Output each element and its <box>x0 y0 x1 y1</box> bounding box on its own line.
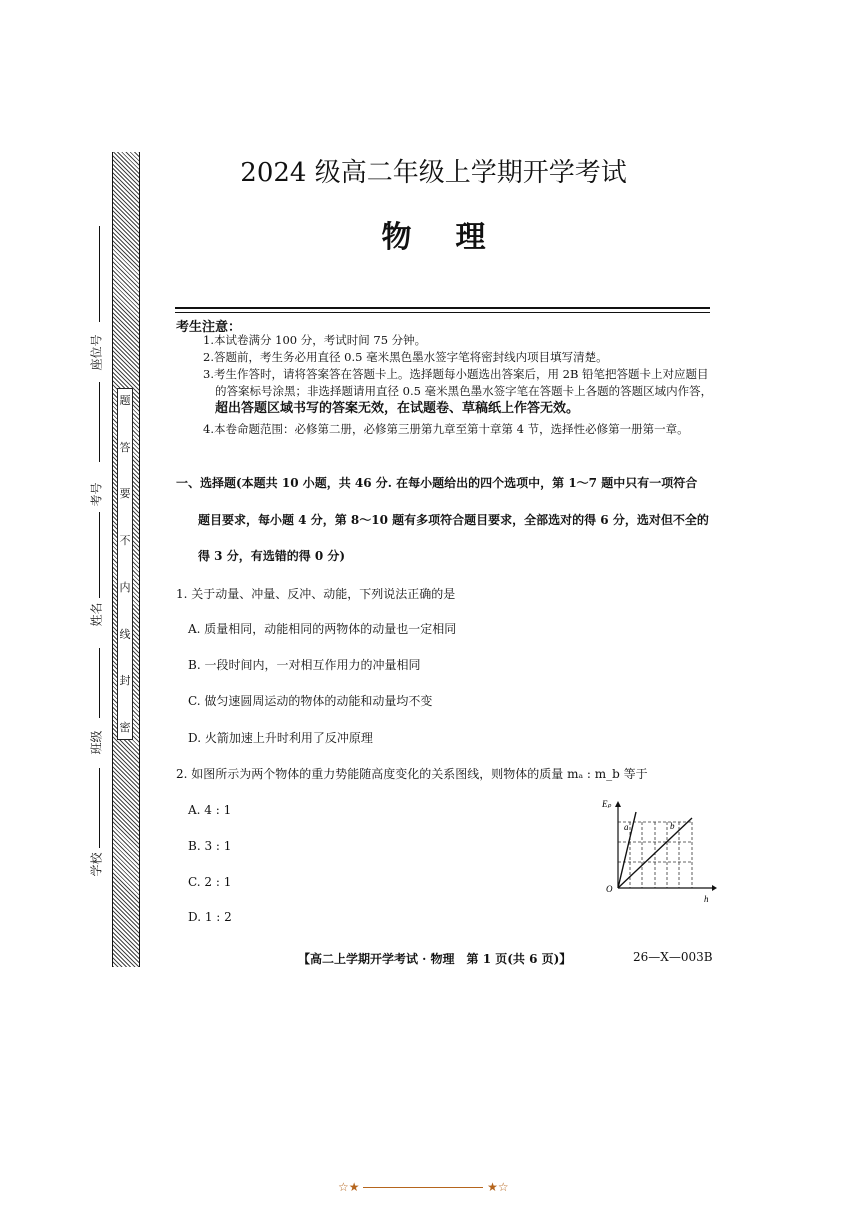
seal-char: 题 <box>119 394 131 407</box>
class-line <box>99 648 100 718</box>
section-heading-line-1: 一、选择题(本题共 10 小题，共 46 分. 在每小题给出的四个选项中，第 1～7 题中只有一项符合 <box>176 476 698 490</box>
seal-char: 内 <box>119 580 131 594</box>
note-item-3-text: 3.考生作答时，请将答案答在答题卡上。选择题每小题选出答案后，用 2B 铅笔把答题卡上对应题目的答案标号涂黑；非选择题请用直径 0.5 毫米黑色墨水签字笔在答题卡上各题的答题区域内作答， <box>203 367 713 398</box>
question-1-option-c: C. 做匀速圆周运动的物体的动能和动量均不变 <box>188 694 433 708</box>
header-rule <box>175 307 710 309</box>
divider-line <box>363 1187 483 1188</box>
line-a-label: a <box>624 822 629 832</box>
name-label: 姓名 <box>89 602 104 627</box>
h-axis-arrow <box>712 885 717 891</box>
school-label: 学校 <box>89 852 104 877</box>
note-item-3 <box>203 366 713 417</box>
ep-axis-label: Eₚ <box>602 799 612 809</box>
question-2-option-d: D. 1 : 2 <box>188 910 232 924</box>
seal-char: 答 <box>119 440 131 454</box>
question-1-option-d: D. 火箭加速上升时利用了反冲原理 <box>188 731 373 745</box>
question-2-option-c: C. 2 : 1 <box>188 875 232 889</box>
seal-char: 不 <box>119 534 131 548</box>
seal-char: 封 <box>119 674 131 688</box>
ep-axis-arrow <box>615 801 621 807</box>
exam-title: 2024 级高二年级上学期开学考试 <box>240 158 627 188</box>
question-1-option-a: A. 质量相同，动能相同的两物体的动量也一定相同 <box>188 622 457 636</box>
star-icon-left: ☆★ <box>338 1180 360 1194</box>
seal-char: 密 <box>119 720 131 734</box>
energy-height-graph <box>600 798 718 906</box>
origin-label: O <box>606 884 613 894</box>
bottom-star-divider <box>338 1180 509 1194</box>
h-axis-label: h <box>704 894 709 904</box>
note-item-2: 2.答题前，考生务必用直径 0.5 毫米黑色墨水签字笔将密封线内项目填写清楚。 <box>203 350 608 364</box>
header-rule-thin <box>175 312 710 313</box>
exam-number-line <box>99 382 100 462</box>
seal-line-notice <box>117 388 133 740</box>
seal-char: 要 <box>119 487 131 501</box>
question-1-option-b: B. 一段时间内，一对相互作用力的冲量相同 <box>188 658 421 672</box>
class-label: 班级 <box>89 730 104 755</box>
note-item-1: 1.本试卷满分 100 分，考试时间 75 分钟。 <box>203 333 427 347</box>
star-icon-right: ★☆ <box>487 1180 509 1194</box>
question-2-option-a: A. 4 : 1 <box>188 803 232 817</box>
section-heading-line-3: 得 3 分，有选错的得 0 分) <box>198 549 346 563</box>
note-item-3-emphasis: 超出答题区域书写的答案无效，在试题卷、草稿纸上作答无效。 <box>215 401 580 416</box>
question-2-option-b: B. 3 : 1 <box>188 839 232 853</box>
school-line <box>99 768 100 848</box>
subject-title: 物理 <box>381 220 530 255</box>
section-heading-line-2: 题目要求，每小题 4 分，第 8～10 题有多项符合题目要求，全部选对的得 6 分，选对但不全的 <box>198 513 709 527</box>
line-b-label: b <box>670 821 675 831</box>
seal-char: 线 <box>119 627 131 641</box>
note-item-4: 4.本卷命题范围：必修第二册，必修第三册第九章至第十章第 4 节，选择性必修第一册第一章。 <box>203 422 689 436</box>
exam-number-label: 考号 <box>89 482 104 507</box>
notes-heading: 考生注意： <box>176 320 242 335</box>
paper-code: 26—X—003B <box>633 950 713 964</box>
name-line <box>99 512 100 598</box>
question-2-stem: 2. 如图所示为两个物体的重力势能随高度变化的关系图线，则物体的质量 mₐ : m_b 等于 <box>176 767 648 781</box>
page-footer: 【高二上学期开学考试 · 物理 第 1 页(共 6 页)】 <box>298 952 572 966</box>
question-1-stem: 1. 关于动量、冲量、反冲、动能，下列说法正确的是 <box>176 587 456 601</box>
seat-number-label: 座位号 <box>89 334 104 371</box>
